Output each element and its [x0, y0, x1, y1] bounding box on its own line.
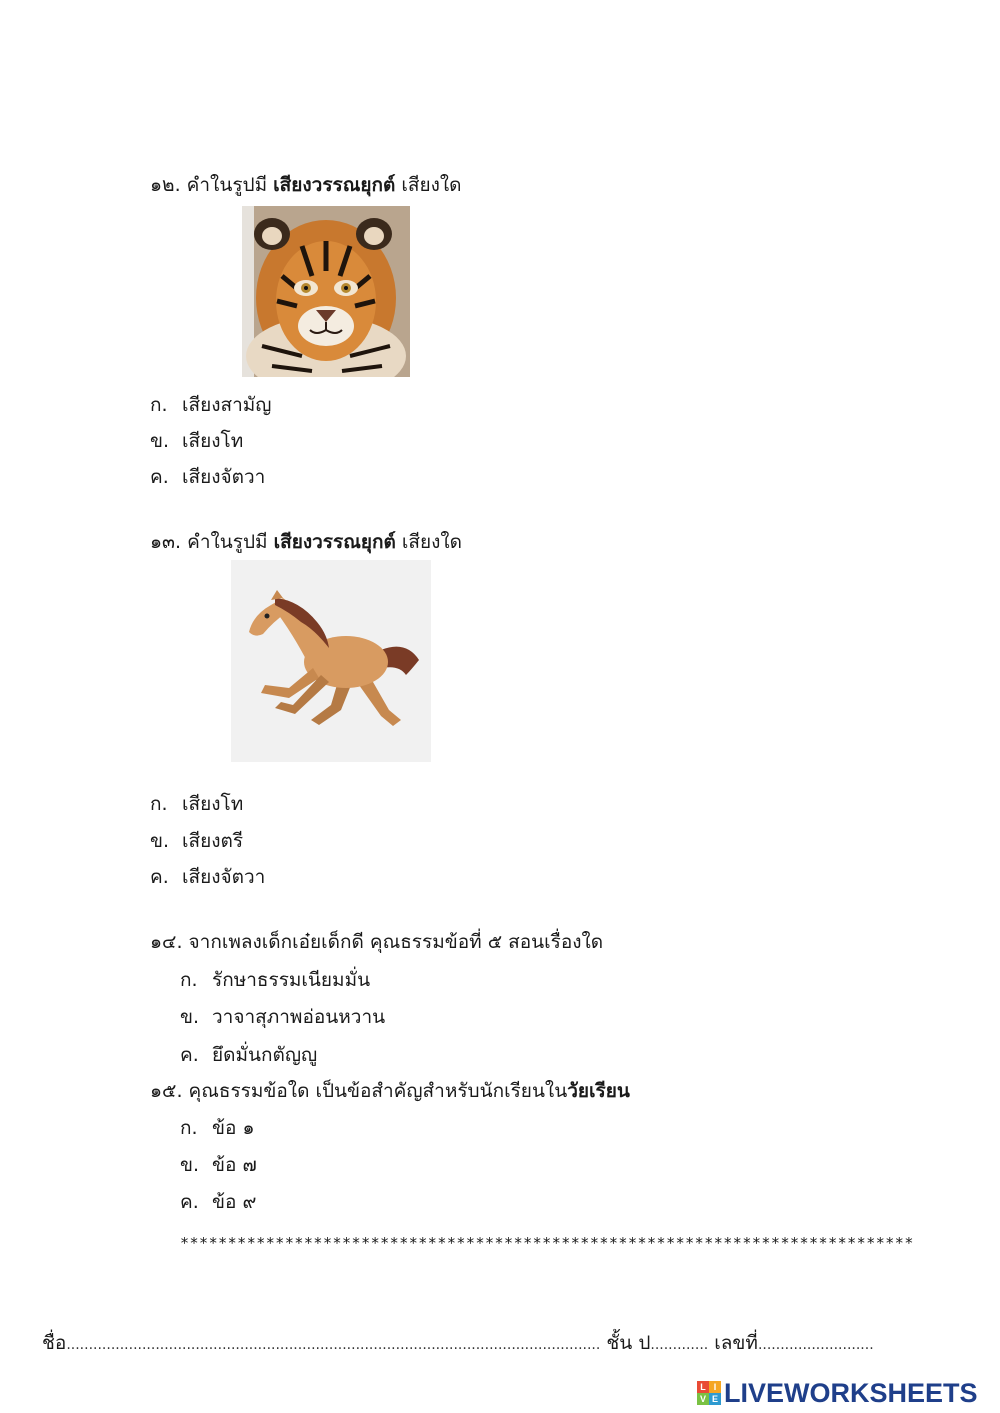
question-text-bold: วัยเรียน	[567, 1080, 630, 1102]
question-text-suffix: เสียงใด	[401, 531, 462, 553]
logo-mark-e: E	[709, 1393, 721, 1405]
student-info-line	[42, 1328, 874, 1358]
name-field[interactable]: ........................................................................................................................	[66, 1337, 601, 1353]
logo-mark-v: V	[697, 1393, 709, 1405]
question-text-bold: เสียงวรรณยุกต์	[273, 531, 396, 553]
option-text: เสียงจัตวา	[182, 466, 266, 488]
option-text: เสียงสามัญ	[182, 394, 272, 416]
option-12-c[interactable]	[150, 462, 265, 492]
question-text-suffix: เสียงใด	[401, 174, 462, 196]
option-letter: ค.	[180, 1191, 199, 1213]
question-14	[150, 927, 603, 957]
question-15	[150, 1076, 630, 1106]
name-label: ชื่อ	[42, 1332, 67, 1354]
option-13-a[interactable]	[150, 789, 243, 819]
question-text-prefix: คำในรูปมี	[186, 174, 268, 196]
option-letter: ข.	[180, 1006, 200, 1028]
class-label: ชั้น ป	[606, 1332, 651, 1354]
option-letter: ข.	[180, 1154, 200, 1176]
option-text: ยึดมั่นกตัญญู	[212, 1044, 318, 1066]
option-12-b[interactable]	[150, 426, 243, 456]
option-letter: ก.	[180, 969, 198, 991]
question-text-bold: เสียงวรรณยุกต์	[273, 174, 396, 196]
option-15-a[interactable]	[180, 1113, 255, 1143]
logo-mark-i: I	[709, 1381, 721, 1393]
logo-mark-icon	[697, 1381, 721, 1405]
horse-cartoon	[231, 560, 431, 762]
option-14-b[interactable]	[180, 1002, 385, 1032]
question-text: จากเพลงเด็กเอ๋ยเด็กดี คุณธรรมข้อที่ ๕ สอนเรื่องใด	[188, 931, 604, 953]
question-text-prefix: คำในรูปมี	[187, 531, 268, 553]
option-14-a[interactable]	[180, 965, 370, 995]
option-letter: ก.	[180, 1117, 198, 1139]
option-letter: ก.	[150, 793, 168, 815]
option-text: เสียงตรี	[182, 830, 244, 852]
option-15-b[interactable]	[180, 1150, 257, 1180]
option-text: รักษาธรรมเนียมมั่น	[212, 969, 371, 991]
option-text: ข้อ ๙	[212, 1191, 257, 1213]
option-letter: ข.	[150, 430, 170, 452]
option-13-c[interactable]	[150, 862, 265, 892]
option-text: เสียงโท	[182, 793, 244, 815]
option-text: วาจาสุภาพอ่อนหวาน	[212, 1006, 386, 1028]
separator-stars: *****************************************************************************	[180, 1234, 914, 1252]
question-13	[150, 527, 462, 557]
option-text: ข้อ ๗	[212, 1154, 257, 1176]
option-14-c[interactable]	[180, 1040, 317, 1070]
logo-mark-l: L	[697, 1381, 709, 1393]
number-field[interactable]: ..........................	[757, 1337, 874, 1353]
option-letter: ค.	[180, 1044, 199, 1066]
option-text: เสียงโท	[182, 430, 244, 452]
question-12	[150, 170, 462, 200]
option-letter: ข.	[150, 830, 170, 852]
option-13-b[interactable]	[150, 826, 243, 856]
logo-text: LIVEWORKSHEETS	[724, 1377, 978, 1408]
liveworksheets-logo	[697, 1378, 978, 1408]
option-text: เสียงจัตวา	[182, 866, 266, 888]
question-number: ๑๒.	[150, 174, 181, 196]
horse-image	[231, 560, 431, 762]
option-15-c[interactable]	[180, 1187, 256, 1217]
option-12-a[interactable]	[150, 390, 271, 420]
tiger-image	[242, 206, 410, 377]
class-field[interactable]: .............	[650, 1337, 709, 1353]
question-number: ๑๕.	[150, 1080, 183, 1102]
number-label: เลขที่	[714, 1332, 758, 1354]
question-number: ๑๓.	[150, 531, 182, 553]
option-letter: ก.	[150, 394, 168, 416]
option-letter: ค.	[150, 466, 169, 488]
question-text: คุณธรรมข้อใด เป็นข้อสำคัญสำหรับนักเรียนใน	[188, 1080, 568, 1102]
option-text: ข้อ ๑	[212, 1117, 255, 1139]
question-number: ๑๔.	[150, 931, 183, 953]
option-letter: ค.	[150, 866, 169, 888]
tiger-photo	[242, 206, 410, 377]
